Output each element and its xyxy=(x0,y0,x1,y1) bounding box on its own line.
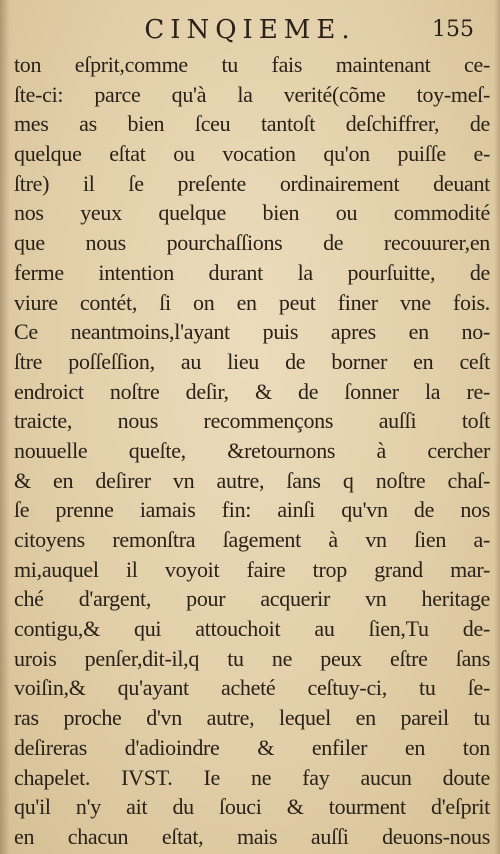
text-line-21: urois penſer,dit-il,q tu ne peux eſtre ſans xyxy=(14,645,490,671)
text-line-1: ton eſprit,comme tu fais maintenant ce- xyxy=(14,52,490,77)
text-line-27: en chacun eſtat, mais auſſi deuons-nous xyxy=(14,823,490,849)
text-line-5: ſtre) il ſe preſente ordinairement deuant xyxy=(14,170,490,196)
text-line-8: ferme intention durant la pourſuitte, de xyxy=(14,259,490,285)
text-line-13: traicte, nous recommençons auſſi toſt xyxy=(14,408,490,434)
text-line-25: chapelet. IVST. Ie ne fay aucun doute xyxy=(14,764,490,790)
text-line-14: nouuelle queſte, &retournons à cercher xyxy=(14,437,490,463)
body-text xyxy=(14,50,490,852)
text-line-19: ché d'argent, pour acquerir vn heritage xyxy=(14,586,490,612)
text-line-18: mi,auquel il voyoit faire trop grand mar- xyxy=(14,556,490,582)
text-line-11: ſtre poſſeſſion, au lieu de borner en ceſt xyxy=(14,348,490,374)
running-title: CINQIEME. xyxy=(144,15,356,45)
text-line-24: deſireras d'adioindre & enfiler en ton xyxy=(14,734,490,760)
page-number: 155 xyxy=(432,17,474,42)
text-line-10: Ce neantmoins,l'ayant puis apres en no- xyxy=(14,319,490,345)
page-header xyxy=(0,10,500,50)
text-line-15: & en deſirer vn autre, ſans q noſtre chaſ- xyxy=(14,467,490,493)
text-line-4: quelque eſtat ou vocation qu'on puiſſe e- xyxy=(14,141,490,167)
text-line-23: ras proche d'vn autre, lequel en pareil tu xyxy=(14,705,490,731)
text-line-3: mes as bien ſceu tantoſt deſchiffrer, de xyxy=(14,111,490,137)
text-line-12: endroict noſtre deſir, & de ſonner la re- xyxy=(14,378,490,404)
text-line-17: citoyens remonſtra ſagement à vn ſien a- xyxy=(14,527,490,552)
text-line-7: que nous pourchaſſions de recouurer,en xyxy=(14,230,490,256)
text-line-6: nos yeux quelque bien ou commodité xyxy=(14,200,490,226)
text-line-20: contigu,& qui attouchoit au ſien,Tu de- xyxy=(14,616,490,642)
text-line-16: ſe prenne iamais fin: ainſi qu'vn de nos xyxy=(14,497,490,523)
text-line-26: qu'il n'y ait du ſouci & tourment d'eſprit xyxy=(14,794,490,820)
text-line-9: viure contét, ſi on en peut finer vne fois. xyxy=(14,289,490,315)
text-line-2: ſte-ci: parce qu'à la verité(cõme toy-meſ- xyxy=(14,81,490,107)
text-line-22: voiſin,& qu'ayant acheté ceſtuy-ci, tu ſe- xyxy=(14,675,490,701)
